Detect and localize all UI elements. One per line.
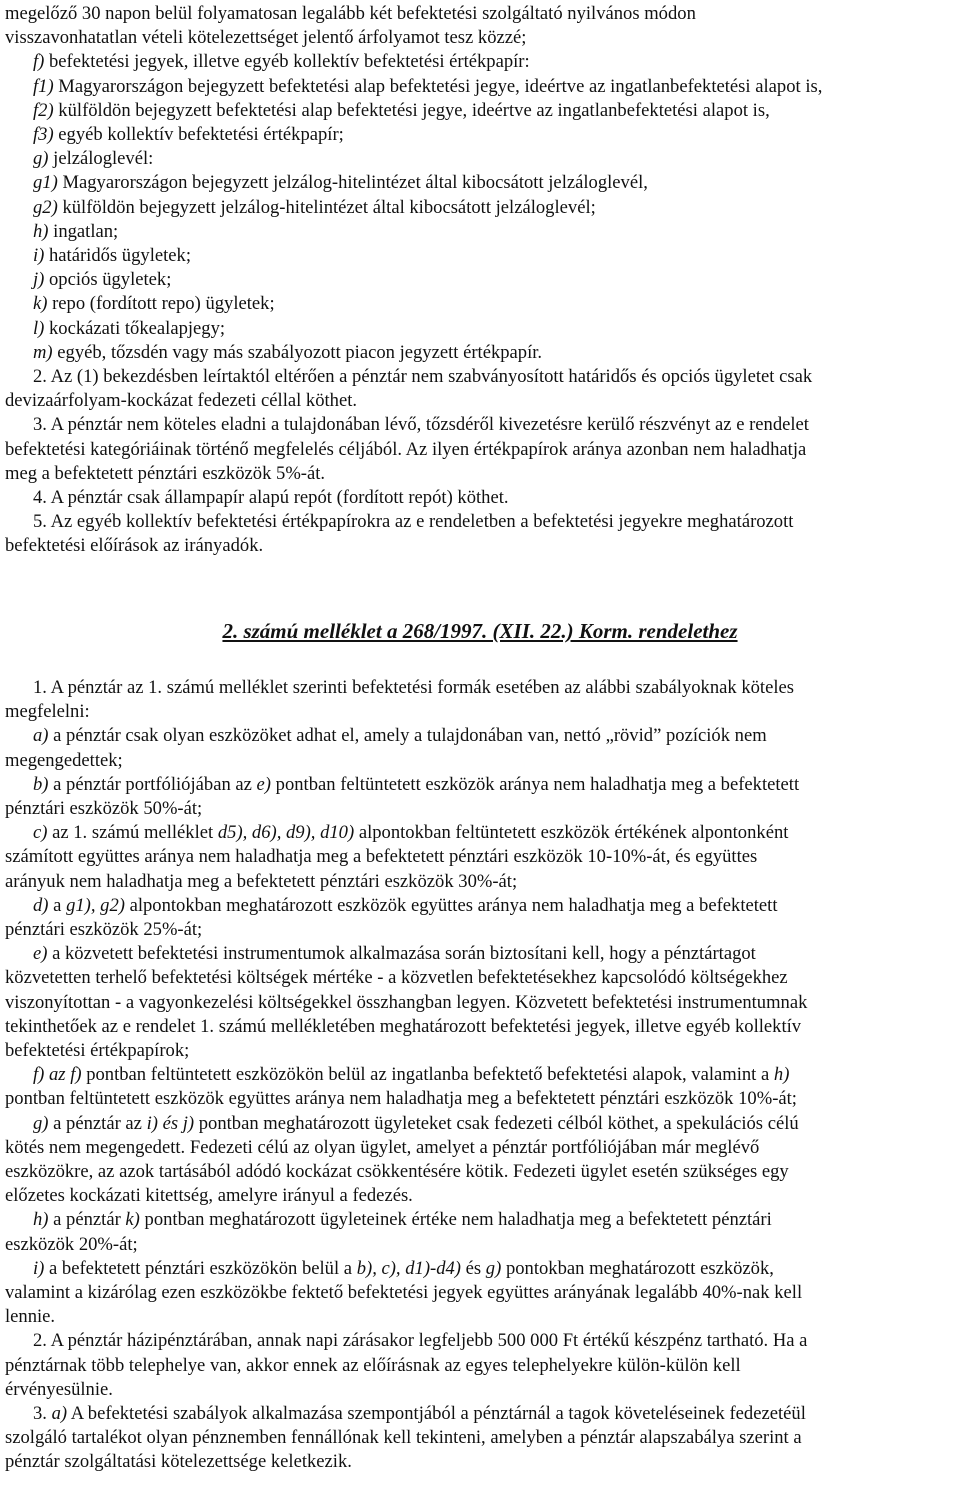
text-segment: és xyxy=(461,1257,486,1279)
text-segment: pontban feltüntetett eszközökön belül az ingatlanba befektető befektetési alapok, valamint a xyxy=(81,1064,774,1086)
text-line xyxy=(5,966,788,990)
text-segment: alpontokban meghatározott eszközök együttes aránya nem haladhatja meg a befektetett xyxy=(124,894,778,916)
text-line xyxy=(33,196,596,220)
text-segment: 3. A pénztár nem köteles eladni a tulajdonában lévő, tőzsdéről kivezetésre kerülő részvényt az e rendelet xyxy=(33,414,809,436)
text-line xyxy=(33,413,809,437)
text-line xyxy=(5,1039,189,1063)
item-marker: g) xyxy=(33,148,49,170)
text-line xyxy=(33,724,767,748)
text-segment: 5. Az egyéb kollektív befektetési értékpapírokra az e rendeletben a befektetési jegyekre meghatározott xyxy=(33,511,794,533)
item-marker: g) xyxy=(33,1112,49,1134)
item-marker: f2) xyxy=(33,99,54,121)
text-segment: megelőző 30 napon belül folyamatosan legalább két befektetési szolgáltató nyilvános módon xyxy=(5,3,696,24)
text-line xyxy=(5,1378,113,1402)
text-line xyxy=(5,2,696,26)
text-line xyxy=(33,99,770,123)
item-marker: g) xyxy=(485,1257,502,1279)
text-segment: befektetési jegyek, illetve egyéb kollektív befektetési értékpapír: xyxy=(44,51,530,73)
item-marker: g2) xyxy=(33,196,58,218)
text-line xyxy=(5,1233,138,1257)
item-marker: i) xyxy=(33,245,45,266)
item-marker: e) xyxy=(33,943,48,965)
text-segment: eszközök 20%-át; xyxy=(5,1233,138,1255)
text-line xyxy=(5,1305,55,1329)
text-segment: pontokban meghatározott eszközök, xyxy=(501,1257,774,1279)
text-segment: pénztár szolgáltatási kötelezettsége keletkezik. xyxy=(5,1451,352,1473)
text-line xyxy=(5,26,526,50)
text-segment: 3. xyxy=(33,1403,52,1424)
text-line xyxy=(33,220,118,244)
text-segment: pénztári eszközök 25%-át; xyxy=(5,919,203,940)
item-marker: b) xyxy=(33,773,49,795)
text-segment: 1. A pénztár az 1. számú melléklet szerinti befektetési formák esetében az alábbi szabályoknak köteles xyxy=(33,677,794,698)
item-marker: f) xyxy=(33,51,45,73)
item-marker: f) az f) xyxy=(33,1064,82,1086)
text-segment: Magyarországon bejegyzett jelzálog-hitelintézet által kibocsátott jelzáloglevél, xyxy=(57,172,648,194)
text-segment: pontban feltüntetett eszközök aránya nem haladhatja meg a befektetett xyxy=(271,773,800,795)
text-line xyxy=(33,75,822,99)
text-segment: repo (fordított repo) ügyletek; xyxy=(47,293,275,315)
text-line xyxy=(5,1015,801,1039)
text-segment: alpontokban feltüntetett eszközök értékének alpontonként xyxy=(354,822,789,844)
text-line xyxy=(5,845,757,869)
item-marker: i) és j) xyxy=(146,1112,195,1134)
text-line xyxy=(5,749,123,773)
item-marker: h) xyxy=(33,1209,49,1231)
item-marker: m) xyxy=(33,341,53,363)
item-marker: h) xyxy=(773,1064,790,1086)
text-segment: a közvetett befektetési instrumentumok alkalmazása során biztosítani kell, hogy a pénztártagot xyxy=(47,943,756,965)
text-line xyxy=(33,1063,789,1087)
text-segment: külföldön bejegyzett befektetési alap befektetési jegye, ideértve az ingatlanbefektetési alapot is, xyxy=(53,99,770,121)
text-line xyxy=(33,1112,799,1136)
text-line xyxy=(33,510,793,534)
text-segment: lennie. xyxy=(5,1306,56,1328)
text-line xyxy=(33,244,191,268)
text-segment: eszközökre, az azok tartásából adódó kockázat csökkentésére kötik. Fedezeti ügylet esetén szükséges egy xyxy=(5,1161,789,1182)
text-segment: a befektetett pénztári eszközökön belül a xyxy=(44,1257,357,1279)
text-segment: 2. A pénztár házipénztárában, annak napi zárásakor legfeljebb 500 000 Ft értékű készpénz tartható. Ha a xyxy=(33,1330,808,1352)
text-line xyxy=(5,870,517,894)
text-line xyxy=(33,268,171,292)
item-marker: i) xyxy=(33,1257,45,1279)
text-line xyxy=(33,123,344,147)
text-segment: érvényesülnie. xyxy=(5,1378,113,1400)
text-line xyxy=(5,1426,802,1450)
item-marker: d5), d6), d9), d10) xyxy=(217,822,355,844)
text-segment: pontban feltüntetett eszközök együttes aránya nem haladhatja meg a befektetett pénztári eszközök 10%-át; xyxy=(5,1088,797,1110)
item-marker: l) xyxy=(33,317,45,339)
item-marker: g1), g2) xyxy=(66,894,125,916)
text-segment: pontban meghatározott ügyleteinek értéke nem haladhatja meg a befektetett pénztári xyxy=(139,1209,772,1231)
text-segment: a pénztár xyxy=(48,1209,126,1231)
text-segment: szolgáló tartalékot olyan pénznemben fennállónak kell tekinteni, amelyben a pénztár alapszabálya szerint a xyxy=(5,1427,802,1449)
text-line xyxy=(5,991,807,1015)
text-line xyxy=(33,486,509,510)
text-line xyxy=(5,1184,413,1208)
text-segment: viszonyítottan - a vagyonkezelési költségekkel összhangban legyen. Közvetett befektetési instrumentumnak xyxy=(5,991,808,1013)
annex-title: 2. számú melléklet a 268/1997. (XII. 22.) Korm. rendelethez xyxy=(222,619,738,643)
text-segment: előzetes kockázati kitettség, amelyre irányul a fedezés. xyxy=(5,1185,413,1207)
item-marker: c) xyxy=(33,822,48,844)
item-marker: f1) xyxy=(33,75,54,97)
text-segment: megfelelni: xyxy=(5,701,90,723)
text-line xyxy=(33,1329,807,1353)
text-segment: meg a befektetett pénztári eszközök 5%-át. xyxy=(5,462,326,484)
text-segment: 4. A pénztár csak állampapír alapú repót (fordított repót) köthet. xyxy=(33,487,509,508)
text-line xyxy=(33,773,799,797)
text-line xyxy=(33,676,794,700)
text-line xyxy=(33,317,225,341)
text-segment: határidős ügyletek; xyxy=(44,245,192,266)
text-segment: opciós ügyletek; xyxy=(44,269,172,291)
item-marker: e) xyxy=(256,773,271,795)
text-segment: befektetési előírások az irányadók. xyxy=(5,535,264,557)
text-segment: kockázati tőkealapjegy; xyxy=(44,317,226,339)
text-line xyxy=(33,894,778,918)
text-line xyxy=(5,462,325,486)
text-line xyxy=(33,1257,774,1281)
text-segment: pénztárnak több telephelye van, akkor ennek az előírásnak az egyes telephelyekre külön-külön kell xyxy=(5,1354,741,1376)
text-line xyxy=(5,700,90,724)
text-segment: 2. Az (1) bekezdésben leírtaktól eltérően a pénztár nem szabványosított határidős és opciós ügyletet csak xyxy=(33,366,813,387)
text-segment: devizaárfolyam-kockázat fedezeti céllal köthet. xyxy=(5,390,358,412)
text-line xyxy=(33,50,530,74)
text-segment: közvetetten terhelő befektetési költségek mértéke - a közvetlen befektetésekhez kapcsolódó költségekhez xyxy=(5,967,788,989)
item-marker: j) xyxy=(33,269,45,291)
text-line xyxy=(33,365,812,389)
text-segment: a pénztár portfóliójában az xyxy=(48,773,257,795)
text-segment: jelzáloglevél: xyxy=(48,148,154,170)
item-marker: k) xyxy=(125,1209,140,1231)
text-segment: pénztári eszközök 50%-át; xyxy=(5,798,203,819)
text-segment: befektetési kategóriáinak történő megfelelés céljából. Az ilyen értékpapírok aránya azonban nem haladhatja xyxy=(5,438,807,460)
item-marker: f3) xyxy=(33,124,54,145)
item-marker: g1) xyxy=(33,172,58,194)
text-line xyxy=(33,341,542,365)
item-marker: a) xyxy=(51,1403,68,1424)
text-line xyxy=(5,1136,759,1160)
text-segment: valamint a kizárólag ezen eszközökbe fektető befektetési jegyek együttes arányának legalább 40%-nak kell xyxy=(5,1282,803,1303)
text-line xyxy=(5,438,806,462)
text-line xyxy=(5,918,202,942)
item-marker: k) xyxy=(33,293,48,315)
item-marker: b), c), d1)-d4) xyxy=(356,1257,461,1279)
text-line xyxy=(5,1087,797,1111)
text-segment: ingatlan; xyxy=(48,220,119,242)
text-line xyxy=(5,1281,802,1305)
item-marker: a) xyxy=(33,725,49,747)
text-segment: kötés nem megengedett. Fedezeti célú az olyan ügylet, amelyet a pénztár portfóliójában már meglévő xyxy=(5,1136,760,1158)
text-line xyxy=(5,389,357,413)
text-segment: külföldön bejegyzett jelzálog-hitelintézet által kibocsátott jelzáloglevél; xyxy=(57,196,596,218)
text-segment: pontban meghatározott ügyleteket csak fedezeti célból köthet, a spekulációs célú xyxy=(194,1112,799,1134)
text-line xyxy=(5,797,202,821)
text-segment: A befektetési szabályok alkalmazása szempontjából a pénztárnál a tagok követeléseinek fedezetéül xyxy=(67,1403,806,1424)
text-segment: Magyarországon bejegyzett befektetési alap befektetési jegye, ideértve az ingatlanbefektetési alapot is, xyxy=(53,75,823,97)
text-line xyxy=(33,171,648,195)
text-line xyxy=(5,1160,789,1184)
text-line xyxy=(33,1208,772,1232)
text-line xyxy=(33,942,756,966)
text-line xyxy=(33,1402,806,1426)
text-segment: számított együttes aránya nem haladhatja meg a befektetett pénztári eszközök 10-10%-át, és együttes xyxy=(5,846,758,868)
text-segment: tekinthetőek az e rendelet 1. számú mellékletében meghatározott befektetési jegyek, illetve egyéb kollektív xyxy=(5,1015,802,1037)
text-segment: egyéb kollektív befektetési értékpapír; xyxy=(53,124,344,145)
text-segment: egyéb, tőzsdén vagy más szabályozott piacon jegyzett értékpapír. xyxy=(52,341,543,363)
text-segment: megengedettek; xyxy=(5,749,123,771)
text-line xyxy=(33,821,788,845)
text-line xyxy=(33,147,153,171)
item-marker: d) xyxy=(33,894,49,916)
text-segment: visszavonhatatlan vételi kötelezettséget jelentő árfolyamot tesz közzé; xyxy=(5,27,527,49)
text-segment: a xyxy=(48,894,67,916)
text-segment: arányuk nem haladhatja meg a befektetett pénztári eszközök 30%-át; xyxy=(5,870,518,892)
text-segment: az 1. számú melléklet xyxy=(47,822,218,844)
text-line xyxy=(5,1354,741,1378)
text-segment: a pénztár az xyxy=(48,1112,147,1134)
text-line xyxy=(5,534,263,558)
item-marker: h) xyxy=(33,220,49,242)
text-line xyxy=(5,1450,352,1474)
text-segment: a pénztár csak olyan eszközöket adhat el, amely a tulajdonában van, nettó „rövid” pozíciók nem xyxy=(48,725,767,747)
text-line xyxy=(33,292,275,316)
text-segment: befektetési értékpapírok; xyxy=(5,1040,190,1061)
